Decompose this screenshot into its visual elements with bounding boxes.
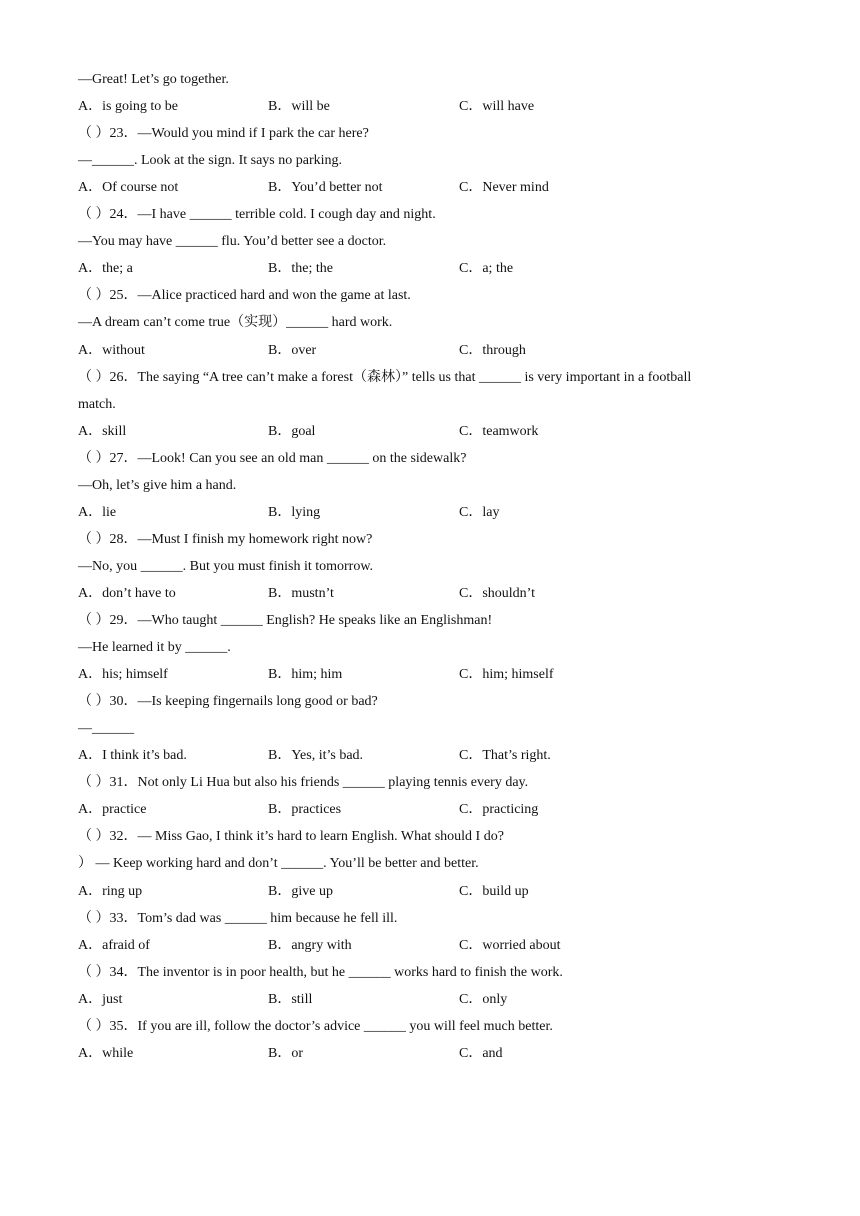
option-c: C．Never mind [459,180,549,195]
option-a: A．practice [78,802,147,817]
text-line: （ ）34．The inventor is in poor health, but he ______ works hard to finish the work. [78,965,563,980]
option-a: A．I think it’s bad. [78,748,187,763]
options-row [78,986,778,1013]
option-c: C．worried about [459,938,561,953]
text-line: （ ）35．If you are ill, follow the doctor’s advice ______ you will feel much better. [78,1019,553,1034]
option-a: A．his; himself [78,667,168,682]
options-row [78,174,778,201]
text-line: —______. Look at the sign. It says no parking. [78,153,343,168]
option-c: C．and [459,1046,503,1061]
options-row [78,796,778,823]
text-line: —Oh, let’s give him a hand. [78,478,237,493]
option-b: B．lying [268,505,321,520]
option-c: C．teamwork [459,424,539,439]
option-c: C．through [459,343,526,358]
option-a: A．is going to be [78,99,178,114]
option-c: C．only [459,992,508,1007]
option-a: A．while [78,1046,134,1061]
option-b: B．goal [268,424,316,439]
text-line: （ ）32．— Miss Gao, I think it’s hard to learn English. What should I do? [78,829,504,844]
option-b: B．practices [268,802,342,817]
options-row [78,418,778,445]
text-line: —______ [78,721,134,736]
text-line: —He learned it by ______. [78,640,231,655]
options-row [78,1040,778,1067]
option-b: B．You’d better not [268,180,383,195]
option-b: B．the; the [268,261,333,276]
options-row [78,580,778,607]
text-line: （ ）31．Not only Li Hua but also his friends ______ playing tennis every day. [78,775,529,790]
option-c: C．build up [459,884,529,899]
text-line: —No, you ______. But you must finish it tomorrow. [78,559,374,574]
option-b: B．will be [268,99,330,114]
option-a: A．the; a [78,261,133,276]
option-a: A．lie [78,505,117,520]
text-line: （ ）33．Tom’s dad was ______ him because he fell ill. [78,911,398,926]
options-row [78,878,778,905]
option-c: C．a; the [459,261,514,276]
option-a: A．Of course not [78,180,179,195]
option-b: B．or [268,1046,303,1061]
option-b: B．still [268,992,313,1007]
option-a: A．don’t have to [78,586,176,601]
text-line: （ ）29．—Who taught ______ English? He speaks like an Englishman! [78,613,493,628]
option-a: A．without [78,343,145,358]
text-line: （ ）23．—Would you mind if I park the car here? [78,126,369,141]
option-b: B．over [268,343,317,358]
options-row [78,661,778,688]
options-row [78,337,778,364]
text-line: （ ）25．—Alice practiced hard and won the game at last. [78,288,411,303]
option-a: A．ring up [78,884,143,899]
option-b: B．give up [268,884,333,899]
options-row [78,93,778,120]
option-b: B．mustn’t [268,586,334,601]
text-line: （ ）27．—Look! Can you see an old man ______ on the sidewalk? [78,451,467,466]
text-line: —A dream can’t come true（实现）______ hard work. [78,315,393,330]
text-line: （ ）24．—I have ______ terrible cold. I cough day and night. [78,207,436,222]
text-line: （ ）28．—Must I finish my homework right now? [78,532,373,547]
option-c: C．That’s right. [459,748,551,763]
options-row [78,499,778,526]
option-c: C．practicing [459,802,539,817]
text-line: —Great! Let’s go together. [78,72,229,87]
option-b: B．angry with [268,938,352,953]
options-row [78,255,778,282]
option-c: C．will have [459,99,535,114]
option-a: A．afraid of [78,938,150,953]
option-c: C．lay [459,505,500,520]
option-c: C．shouldn’t [459,586,535,601]
text-line: match. [78,397,116,412]
option-c: C．him; himself [459,667,554,682]
options-row [78,932,778,959]
text-line: （ ）30．—Is keeping fingernails long good or bad? [78,694,378,709]
text-line: ） — Keep working hard and don’t ______. You’ll be better and better. [78,856,479,871]
option-a: A．skill [78,424,127,439]
options-row [78,742,778,769]
option-b: B．Yes, it’s bad. [268,748,364,763]
text-line: —You may have ______ flu. You’d better see a doctor. [78,234,387,249]
option-a: A．just [78,992,123,1007]
option-b: B．him; him [268,667,343,682]
text-line: （ ）26．The saying “A tree can’t make a forest（森林）” tells us that ______ is very important in a football [78,370,692,385]
